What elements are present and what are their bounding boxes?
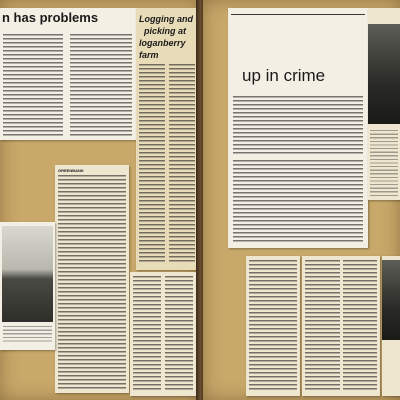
lower-right-text-1 (249, 260, 297, 392)
logging-text-col-2 (169, 64, 195, 264)
field-photo (2, 226, 53, 322)
lower-right-photo-clipping (382, 256, 400, 396)
photo-clipping (0, 222, 55, 350)
crime-clipping (228, 8, 368, 248)
logging-headline-line-4: farm (139, 50, 159, 60)
lower-center-text-col-2 (165, 276, 193, 392)
greenbank-dateline: GREENBANK (58, 168, 84, 173)
logging-headline-line-2: picking at (144, 26, 187, 36)
greenbank-clipping (55, 165, 129, 393)
lower-right-clipping-2 (302, 256, 380, 396)
lower-right-text-2b (343, 260, 377, 392)
problems-text-col-1 (3, 34, 63, 136)
right-photo-caption (370, 130, 398, 196)
crime-text-top (233, 96, 363, 156)
crime-masthead-rule (231, 14, 365, 15)
lower-right-text-2a (305, 260, 340, 392)
problems-headline: n has problems (2, 10, 99, 25)
logging-headline-line-3: loganberry (139, 38, 186, 48)
lower-right-clipping-1 (246, 256, 300, 396)
crime-text-bottom (233, 160, 363, 244)
greenbank-text (58, 175, 126, 389)
crime-headline: up in crime (242, 66, 326, 85)
logging-clipping (136, 8, 198, 270)
right-photo-clipping (368, 8, 400, 200)
problems-clipping (0, 8, 136, 140)
problems-text-col-2 (70, 34, 132, 136)
photo-caption-lines (3, 326, 52, 344)
lower-right-photo (382, 260, 400, 340)
lower-center-clipping (130, 272, 196, 396)
logging-text-col-1 (139, 64, 165, 264)
lower-center-text-col-1 (133, 276, 161, 392)
right-photo-top (368, 24, 400, 124)
logging-headline-line-1: Logging and (139, 14, 193, 24)
